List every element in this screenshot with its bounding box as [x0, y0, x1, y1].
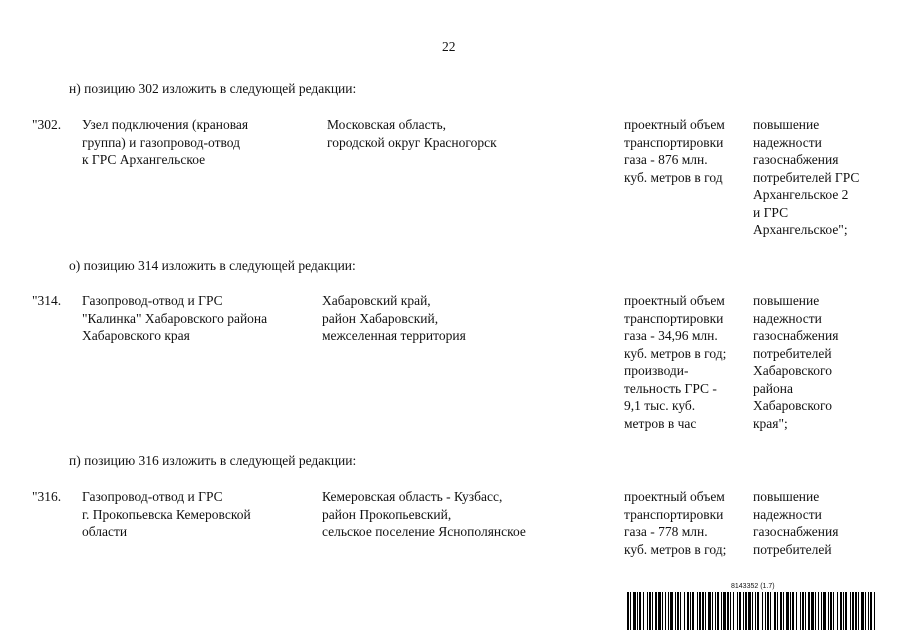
purpose-line: надежности: [753, 134, 822, 150]
barcode-bar: [780, 592, 782, 630]
barcode-bar: [828, 592, 829, 630]
barcode-bar: [870, 592, 872, 630]
object-line: Хабаровского края: [82, 328, 190, 343]
barcode-bar: [805, 592, 806, 630]
parameters-line: куб. метров в год;: [624, 345, 727, 361]
barcode-bar: [752, 592, 753, 630]
barcode-bar: [833, 592, 834, 630]
parameters-line: газа - 778 млн.: [624, 524, 708, 539]
parameters-line: куб. метров в год: [624, 169, 723, 185]
barcode-bar: [757, 592, 759, 630]
purpose-line: потребителей: [753, 345, 832, 361]
purpose-line: повышение: [753, 117, 820, 132]
barcode-bar: [850, 592, 851, 630]
parameters-cell: [624, 488, 726, 558]
barcode-bar: [821, 592, 822, 630]
barcode-bar: [727, 592, 729, 630]
barcode-bar: [633, 592, 636, 630]
barcode-bar: [717, 592, 719, 630]
purpose-line: и ГРС: [753, 204, 789, 220]
barcode-bar: [733, 592, 734, 630]
object-line: Газопровод-отвод и ГРС: [82, 293, 223, 308]
purpose-line: надежности: [753, 310, 822, 326]
barcode-bar: [852, 592, 854, 630]
object-name-cell: [82, 116, 248, 169]
object-line: "Калинка" Хабаровского района: [82, 310, 268, 326]
location-cell: [322, 488, 526, 541]
location-line: район Хабаровский,: [322, 310, 439, 326]
barcode-bar: [777, 592, 778, 630]
barcode-bar: [675, 592, 676, 630]
barcode-bar: [639, 592, 641, 630]
parameters-line: куб. метров в год;: [624, 541, 727, 557]
barcode-bar: [855, 592, 857, 630]
barcode-bar: [730, 592, 731, 630]
barcode-bar: [783, 592, 784, 630]
barcode-bar: [655, 592, 657, 630]
barcode-bar: [708, 592, 711, 630]
barcode-bar: [723, 592, 726, 630]
barcode-bar: [811, 592, 814, 630]
location-cell: [327, 116, 497, 151]
location-line: межселенная территория: [322, 328, 466, 343]
parameters-line: тельность ГРС -: [624, 380, 717, 396]
parameters-line: газа - 34,96 млн.: [624, 328, 718, 343]
location-cell: [322, 292, 466, 345]
barcode-bar: [868, 592, 869, 630]
object-line: Узел подключения (крановая: [82, 117, 249, 132]
barcode-bar: [843, 592, 844, 630]
barcode-bar: [786, 592, 789, 630]
purpose-line: газоснабжения: [753, 328, 839, 343]
barcode-bar: [762, 592, 763, 630]
barcode-bar: [702, 592, 704, 630]
barcode-bar: [840, 592, 842, 630]
parameters-line: транспортировки: [624, 134, 724, 150]
object-line: Газопровод-отвод и ГРС: [82, 489, 223, 504]
barcode-bar: [774, 592, 776, 630]
barcode: [627, 583, 876, 631]
purpose-line: Хабаровского: [753, 363, 832, 378]
instruction-o: о) позицию 314 изложить в следующей редакции:: [69, 258, 356, 273]
object-line: области: [82, 524, 128, 539]
barcode-bar: [745, 592, 747, 630]
purpose-line: Архангельское 2: [753, 187, 849, 202]
barcode-bar: [815, 592, 816, 630]
barcode-bar: [830, 592, 832, 630]
barcode-bar: [748, 592, 751, 630]
barcode-bar: [770, 592, 771, 630]
position-number: "314.: [32, 293, 62, 308]
object-line: к ГРС Архангельское: [82, 152, 206, 167]
object-name-cell: [82, 292, 267, 345]
barcode-bar: [861, 592, 864, 630]
object-line: г. Прокопьевска Кемеровской: [82, 506, 251, 522]
location-line: район Прокопьевский,: [322, 506, 452, 522]
purpose-line: газоснабжения: [753, 152, 839, 167]
location-line: Московская область,: [327, 117, 447, 132]
barcode-bar: [796, 592, 797, 630]
parameters-line: проектный объем: [624, 293, 725, 308]
barcode-bar: [837, 592, 838, 630]
barcode-bar: [699, 592, 701, 630]
barcode-bar: [737, 592, 738, 630]
purpose-line: района: [753, 380, 793, 396]
parameters-line: производи-: [624, 363, 689, 378]
barcode-bar: [790, 592, 791, 630]
purpose-line: повышение: [753, 489, 820, 504]
barcode-bar: [690, 592, 691, 630]
barcode-bar: [652, 592, 653, 630]
purpose-line: Хабаровского: [753, 398, 832, 413]
purpose-cell: [753, 292, 838, 432]
instruction-p: п) позицию 316 изложить в следующей редакции:: [69, 453, 357, 468]
barcode-bar: [627, 592, 629, 630]
purpose-line: потребителей ГРС: [753, 169, 860, 185]
barcode-bar: [647, 592, 648, 630]
parameters-line: транспортировки: [624, 506, 724, 522]
barcode-bar: [715, 592, 716, 630]
barcode-bar: [858, 592, 859, 630]
purpose-line: Архангельское";: [753, 222, 848, 237]
barcode-bar: [800, 592, 801, 630]
barcode-bar: [802, 592, 804, 630]
barcode-bar: [665, 592, 666, 630]
barcode-bar: [637, 592, 638, 630]
location-line: Кемеровская область - Кузбасс,: [322, 489, 503, 504]
barcode-bar: [668, 592, 669, 630]
barcode-bar: [865, 592, 866, 630]
barcode-bar: [643, 592, 644, 630]
purpose-line: края";: [753, 415, 788, 431]
barcode-bar: [818, 592, 819, 630]
barcode-bar: [680, 592, 681, 630]
barcode-bar: [697, 592, 698, 630]
position-number: "302.: [32, 117, 62, 132]
barcode-bar: [705, 592, 706, 630]
purpose-cell: [753, 116, 859, 239]
barcode-bar: [765, 592, 766, 630]
barcode-id-text: 8143352 (1.7): [731, 583, 775, 590]
parameters-cell: [624, 116, 725, 186]
location-line: Хабаровский край,: [322, 293, 431, 308]
barcode-bar: [823, 592, 826, 630]
purpose-cell: [753, 488, 838, 558]
barcode-bar: [845, 592, 847, 630]
page-number: 22: [442, 39, 456, 54]
parameters-line: газа - 876 млн.: [624, 152, 708, 167]
parameters-line: 9,1 тыс. куб.: [624, 398, 696, 413]
location-line: сельское поселение Яснополянское: [322, 524, 526, 539]
parameters-line: проектный объем: [624, 489, 725, 504]
object-line: группа) и газопровод-отвод: [82, 134, 241, 150]
barcode-bar: [630, 592, 631, 630]
barcode-bar: [649, 592, 651, 630]
barcode-bar: [808, 592, 810, 630]
barcode-bar: [677, 592, 679, 630]
location-line: городской округ Красногорск: [327, 134, 497, 150]
purpose-line: газоснабжения: [753, 524, 839, 539]
barcode-bar: [874, 592, 875, 630]
barcode-bar: [767, 592, 769, 630]
barcode-bar: [684, 592, 685, 630]
purpose-line: повышение: [753, 293, 820, 308]
barcode-bar: [658, 592, 661, 630]
barcode-bars: [627, 592, 876, 630]
parameters-line: метров в час: [624, 415, 697, 431]
parameters-line: проектный объем: [624, 117, 725, 132]
barcode-bar: [743, 592, 744, 630]
barcode-bar: [687, 592, 689, 630]
barcode-bar: [692, 592, 694, 630]
barcode-bar: [670, 592, 673, 630]
barcode-bar: [755, 592, 756, 630]
purpose-line: надежности: [753, 506, 822, 522]
parameters-line: транспортировки: [624, 310, 724, 326]
purpose-line: потребителей: [753, 541, 832, 557]
barcode-bar: [739, 592, 741, 630]
object-name-cell: [82, 488, 251, 541]
parameters-cell: [624, 292, 726, 432]
position-number: "316.: [32, 489, 62, 504]
barcode-bar: [792, 592, 794, 630]
barcode-bar: [712, 592, 713, 630]
barcode-bar: [662, 592, 663, 630]
barcode-bar: [721, 592, 722, 630]
instruction-n: н) позицию 302 изложить в следующей редакции:: [69, 81, 357, 96]
